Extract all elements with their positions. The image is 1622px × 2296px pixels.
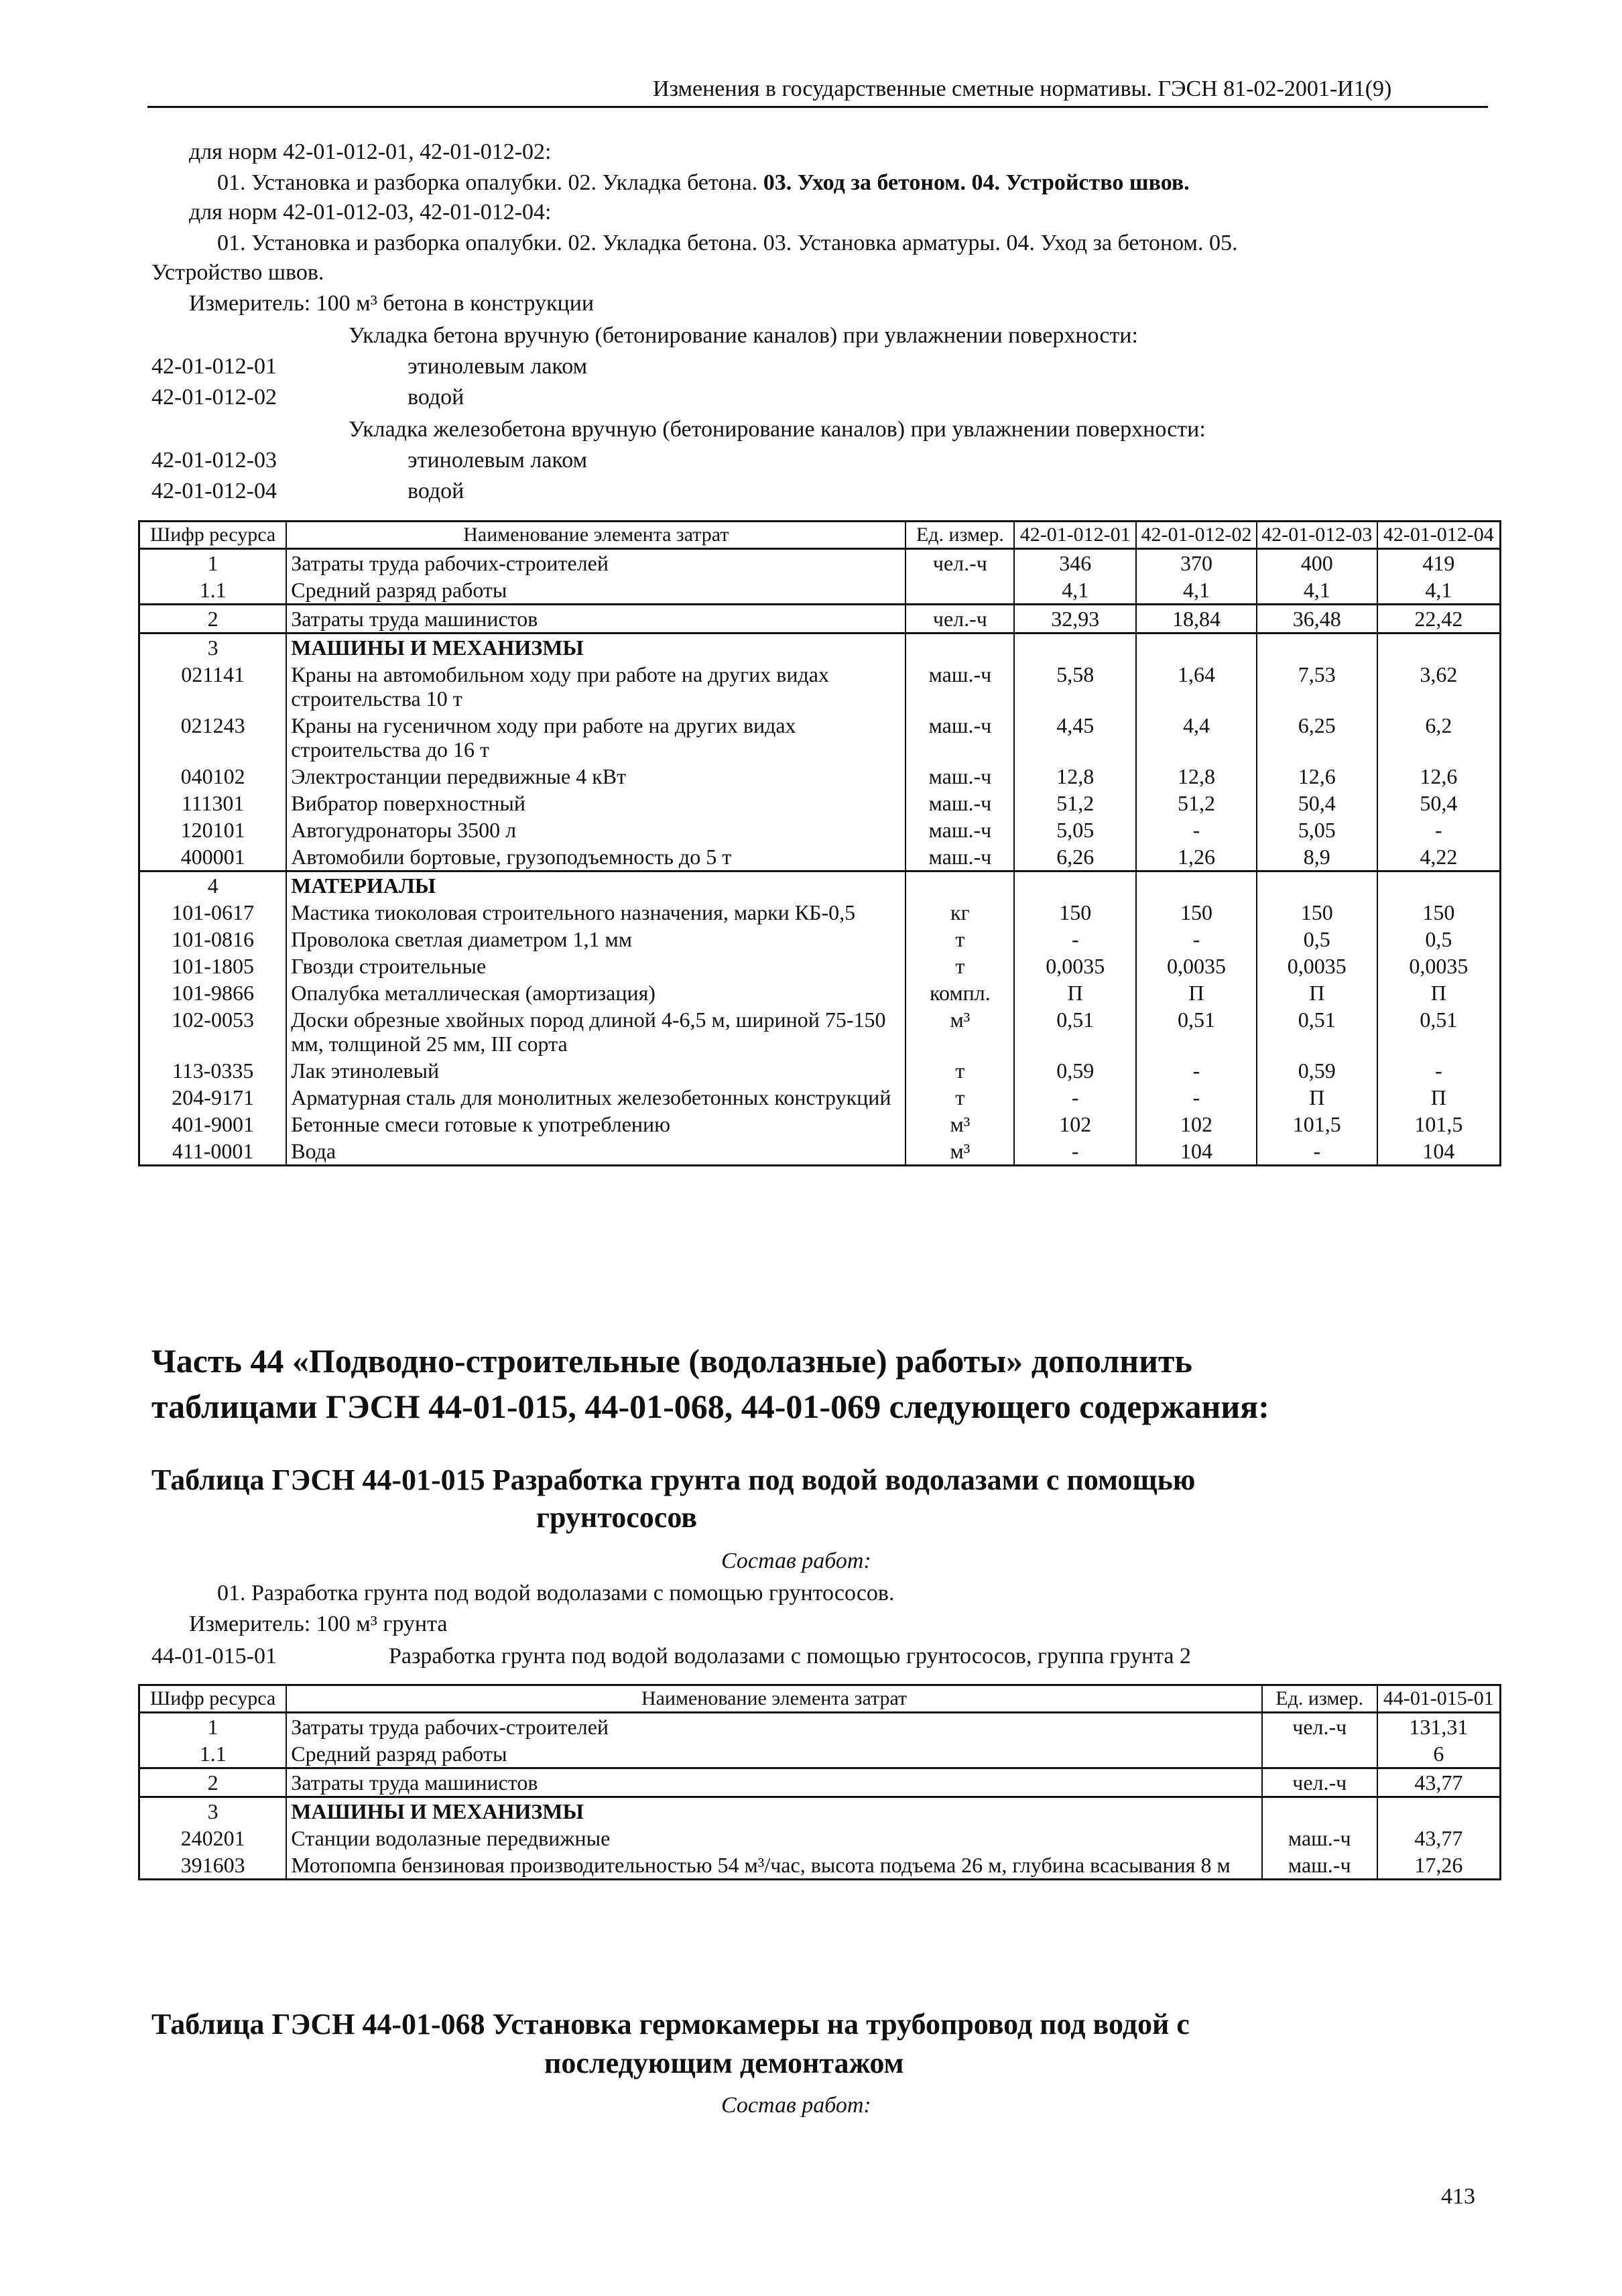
cell-code: 240201 (180, 1826, 245, 1850)
table-row (139, 1057, 1501, 1084)
running-header: Изменения в государственные сметные нормативы. ГЭСН 81-02-2001-И1(9) (653, 76, 1392, 101)
cell-unit: маш.-ч (1262, 1852, 1377, 1880)
cell-name: Проволока светлая диаметром 1,1 мм (286, 926, 906, 953)
cell-name: Автомобили бортовые, грузоподъемность до 5 т (286, 843, 906, 871)
table-row (139, 1084, 1501, 1111)
cell-name: МАШИНЫ И МЕХАНИЗМЫ (286, 633, 906, 662)
table-row (139, 1797, 1501, 1825)
measure-unit-015: Измеритель: 100 м³ грунта (189, 1612, 448, 1636)
composition-label-068: Состав работ: (721, 2093, 871, 2118)
cell-value (1136, 633, 1257, 662)
cell-code: 120101 (180, 818, 245, 842)
table-row (139, 1111, 1501, 1138)
norm-code-4: 42-01-012-04 (151, 479, 277, 503)
cell-code: 1 (139, 1713, 287, 1741)
cell-unit: маш.-ч (906, 712, 1014, 763)
cell-code: 401-9001 (172, 1112, 254, 1136)
table-row (139, 633, 1501, 662)
norm-code-015: 44-01-015-01 (151, 1644, 277, 1669)
cell-unit: кг (906, 899, 1014, 926)
work-list-2-cont: Устройство швов. (151, 260, 324, 285)
cell-name: Мотопомпа бензиновая производительностью 54 м³/час, высота подъема 26 м, глубина всасывания 8 м (286, 1852, 1262, 1880)
resource-table-44-015 (138, 1684, 1501, 1880)
table-row (139, 1825, 1501, 1852)
cell-name: Краны на гусеничном ходу при работе на других видах строительства до 16 т (286, 712, 906, 763)
cell-code: 3 (139, 1797, 287, 1825)
cell-value: 419 (1377, 549, 1501, 577)
cell-name: Вибратор поверхностный (286, 790, 906, 817)
cell-value: 101,5 (1257, 1111, 1377, 1138)
cell-value: 0,0035 (1377, 953, 1501, 979)
cell-value: 51,2 (1014, 790, 1136, 817)
cell-name: Гвозди строительные (286, 953, 906, 979)
table-row (139, 1138, 1501, 1166)
table-row (139, 1740, 1501, 1768)
cell-name: Опалубка металлическая (амортизация) (286, 979, 906, 1006)
cell-value (1257, 871, 1377, 900)
cell-value: 0,51 (1257, 1006, 1377, 1057)
cell-value: П (1257, 979, 1377, 1006)
col-header-name: Наименование элемента затрат (286, 1685, 1262, 1713)
cell-value: 36,48 (1257, 605, 1377, 633)
cell-name: МАШИНЫ И МЕХАНИЗМЫ (286, 1797, 1262, 1825)
table-title-015-cont: грунтососов (536, 1501, 697, 1534)
table-row (139, 763, 1501, 790)
cell-value: 400 (1257, 549, 1377, 577)
table-row (139, 577, 1501, 605)
table-header-row (139, 1685, 1501, 1713)
cell-value: 4,1 (1257, 577, 1377, 605)
cell-code: 101-0816 (172, 927, 254, 951)
cell-value: 0,0035 (1136, 953, 1257, 979)
cell-unit: маш.-ч (906, 661, 1014, 712)
cell-value: 50,4 (1257, 790, 1377, 817)
cell-unit: м³ (906, 1006, 1014, 1057)
norm-text-1: этинолевым лаком (408, 354, 588, 379)
cell-value (1377, 633, 1501, 662)
cell-unit (1262, 1797, 1377, 1825)
cell-unit: маш.-ч (906, 763, 1014, 790)
cell-value: 22,42 (1377, 605, 1501, 633)
cell-name: Мастика тиоколовая строительного назначения, марки КБ-0,5 (286, 899, 906, 926)
table-row (139, 953, 1501, 979)
cell-value: 4,22 (1377, 843, 1501, 871)
col-header-norm: 42-01-012-02 (1136, 522, 1257, 549)
cell-code: 111301 (181, 791, 245, 815)
cell-value (1257, 633, 1377, 662)
cell-value: 4,1 (1377, 577, 1501, 605)
table-row (139, 712, 1501, 763)
cell-name: Затраты труда машинистов (286, 1768, 1262, 1797)
cell-name: Краны на автомобильном ходу при работе на других видах строительства 10 т (286, 661, 906, 712)
cell-unit: т (906, 926, 1014, 953)
cell-code: 113-0335 (172, 1059, 254, 1083)
cell-code: 1.1 (199, 1742, 227, 1766)
norms-label-2: для норм 42-01-012-03, 42-01-012-04: (189, 200, 552, 225)
cell-unit (906, 871, 1014, 900)
table-row (139, 1006, 1501, 1057)
norm-text-015: Разработка грунта под водой водолазами с помощью грунтососов, группа грунта 2 (389, 1644, 1192, 1669)
cell-code: 411-0001 (172, 1139, 254, 1163)
cell-unit (906, 633, 1014, 662)
cell-value: 4,4 (1136, 712, 1257, 763)
cell-value: 3,62 (1377, 661, 1501, 712)
cell-value: - (1136, 1084, 1257, 1111)
group-heading-2: Укладка железобетона вручную (бетонирование каналов) при увлажнении поверхности: (349, 417, 1206, 442)
cell-value: - (1014, 1084, 1136, 1111)
cell-value: 104 (1136, 1138, 1257, 1166)
work-list-1: 01. Установка и разборка опалубки. 02. Укладка бетона. 03. Уход за бетоном. 04. Устройство швов. (217, 170, 1190, 195)
cell-value (1377, 1797, 1501, 1825)
part-heading-line-1: Часть 44 «Подводно-строительные (водолазные) работы» дополнить (151, 1342, 1192, 1380)
table-title-068: Таблица ГЭСН 44-01-068 Установка гермокамеры на трубопровод под водой с (151, 2008, 1190, 2041)
cell-value: - (1257, 1138, 1377, 1166)
cell-unit: т (906, 1057, 1014, 1084)
cell-value: 150 (1377, 899, 1501, 926)
cell-name: Электростанции передвижные 4 кВт (286, 763, 906, 790)
cell-name: Затраты труда рабочих-строителей (286, 1713, 1262, 1741)
cell-code: 021141 (181, 662, 245, 686)
cell-value: 0,0035 (1014, 953, 1136, 979)
cell-value: 32,93 (1014, 605, 1136, 633)
cell-value: 102 (1136, 1111, 1257, 1138)
cell-value: - (1014, 926, 1136, 953)
cell-value: - (1377, 817, 1501, 843)
cell-name: Арматурная сталь для монолитных железобетонных конструкций (286, 1084, 906, 1111)
cell-code: 1 (139, 549, 287, 577)
cell-code: 040102 (180, 764, 245, 788)
cell-value: 6 (1377, 1740, 1501, 1768)
cell-value: - (1136, 817, 1257, 843)
table-row (139, 926, 1501, 953)
table-row (139, 605, 1501, 633)
cell-value: - (1014, 1138, 1136, 1166)
cell-value: - (1136, 926, 1257, 953)
norm-code-3: 42-01-012-03 (151, 448, 277, 473)
cell-code: 102-0053 (172, 1008, 254, 1032)
cell-value (1014, 633, 1136, 662)
cell-code: 101-0617 (172, 900, 254, 924)
cell-value: 4,1 (1014, 577, 1136, 605)
cell-name: Затраты труда машинистов (286, 605, 906, 633)
cell-code: 021243 (180, 713, 245, 737)
cell-value: 12,6 (1377, 763, 1501, 790)
cell-code: 1.1 (199, 578, 227, 602)
group-heading-1: Укладка бетона вручную (бетонирование каналов) при увлажнении поверхности: (349, 323, 1138, 348)
norm-text-4: водой (408, 479, 464, 503)
table-row (139, 843, 1501, 871)
cell-name: Бетонные смеси готовые к употреблению (286, 1111, 906, 1138)
cell-value: 0,5 (1257, 926, 1377, 953)
cell-value: 346 (1014, 549, 1136, 577)
cell-value: П (1014, 979, 1136, 1006)
norm-code-2: 42-01-012-02 (151, 385, 277, 410)
cell-value: П (1136, 979, 1257, 1006)
cell-value: 8,9 (1257, 843, 1377, 871)
cell-name: Затраты труда рабочих-строителей (286, 549, 906, 577)
table-row (139, 817, 1501, 843)
col-header-norm: 42-01-012-03 (1257, 522, 1377, 549)
cell-unit: маш.-ч (906, 817, 1014, 843)
table-header-row (139, 522, 1501, 549)
table-row (139, 549, 1501, 577)
cell-name: МАТЕРИАЛЫ (286, 871, 906, 900)
cell-value: 4,45 (1014, 712, 1136, 763)
cell-name: Автогудронаторы 3500 л (286, 817, 906, 843)
cell-unit (1262, 1740, 1377, 1768)
cell-value: 370 (1136, 549, 1257, 577)
col-header-norm: 42-01-012-04 (1377, 522, 1501, 549)
table-row (139, 1852, 1501, 1880)
col-header-name: Наименование элемента затрат (286, 522, 906, 549)
cell-value: 102 (1014, 1111, 1136, 1138)
cell-unit: чел.-ч (906, 549, 1014, 577)
cell-code: 3 (139, 633, 287, 662)
table-title-068-cont: последующим демонтажом (544, 2047, 904, 2079)
cell-code: 400001 (180, 845, 245, 869)
cell-value: 0,0035 (1257, 953, 1377, 979)
cell-unit: т (906, 953, 1014, 979)
cell-code: 2 (139, 1768, 287, 1797)
cell-value: - (1136, 1057, 1257, 1084)
cell-value: 51,2 (1136, 790, 1257, 817)
cell-value: 5,05 (1257, 817, 1377, 843)
cell-unit (906, 577, 1014, 605)
cell-name: Средний разряд работы (286, 1740, 1262, 1768)
cell-name: Доски обрезные хвойных пород длиной 4-6,5 м, шириной 75-150 мм, толщиной 25 мм, III сорта (286, 1006, 906, 1057)
work-list-015: 01. Разработка грунта под водой водолазами с помощью грунтососов. (217, 1581, 895, 1606)
cell-unit: чел.-ч (1262, 1768, 1377, 1797)
col-header-code: Шифр ресурса (150, 1687, 276, 1709)
cell-value: 6,2 (1377, 712, 1501, 763)
col-header-unit: Ед. измер. (906, 522, 1014, 549)
norm-code-1: 42-01-012-01 (151, 354, 277, 379)
cell-value (1014, 871, 1136, 900)
cell-code: 101-1805 (172, 954, 254, 978)
table-row (139, 1768, 1501, 1797)
cell-value: 150 (1014, 899, 1136, 926)
cell-value: 17,26 (1377, 1852, 1501, 1880)
norm-text-3: этинолевым лаком (408, 448, 588, 473)
norm-text-2: водой (408, 385, 464, 410)
cell-value: 104 (1377, 1138, 1501, 1166)
table-title-015: Таблица ГЭСН 44-01-015 Разработка грунта под водой водолазами с помощью (151, 1463, 1196, 1496)
table-row (139, 979, 1501, 1006)
cell-value: 0,51 (1014, 1006, 1136, 1057)
header-rule (147, 106, 1488, 108)
part-heading-line-2: таблицами ГЭСН 44-01-015, 44-01-068, 44-01-069 следующего содержания: (151, 1388, 1269, 1425)
cell-value: 50,4 (1377, 790, 1501, 817)
cell-unit: маш.-ч (1262, 1825, 1377, 1852)
cell-value: 6,25 (1257, 712, 1377, 763)
cell-code: 204-9171 (172, 1085, 254, 1109)
cell-unit: маш.-ч (906, 790, 1014, 817)
cell-value: 0,51 (1377, 1006, 1501, 1057)
cell-value: 131,31 (1377, 1713, 1501, 1741)
cell-value: 0,59 (1014, 1057, 1136, 1084)
cell-value: 18,84 (1136, 605, 1257, 633)
cell-unit: маш.-ч (906, 843, 1014, 871)
col-header-norm: 42-01-012-01 (1014, 522, 1136, 549)
cell-value: П (1377, 1084, 1501, 1111)
cell-unit: м³ (906, 1138, 1014, 1166)
cell-unit: м³ (906, 1111, 1014, 1138)
cell-value: 12,8 (1136, 763, 1257, 790)
cell-value: 150 (1136, 899, 1257, 926)
table-row (139, 661, 1501, 712)
cell-value: 0,51 (1136, 1006, 1257, 1057)
cell-unit: чел.-ч (906, 605, 1014, 633)
cell-unit: компл. (906, 979, 1014, 1006)
measure-unit: Измеритель: 100 м³ бетона в конструкции (189, 291, 595, 316)
cell-value (1136, 871, 1257, 900)
cell-code: 2 (139, 605, 287, 633)
cell-value: 5,58 (1014, 661, 1136, 712)
cell-code: 4 (139, 871, 287, 900)
cell-value: 12,8 (1014, 763, 1136, 790)
table-row (139, 899, 1501, 926)
cell-value: 1,64 (1136, 661, 1257, 712)
cell-unit: чел.-ч (1262, 1713, 1377, 1741)
cell-name: Средний разряд работы (286, 577, 906, 605)
cell-code: 391603 (180, 1853, 245, 1877)
cell-name: Лак этинолевый (286, 1057, 906, 1084)
cell-value: 43,77 (1377, 1825, 1501, 1852)
cell-value: 101,5 (1377, 1111, 1501, 1138)
cell-value: 6,26 (1014, 843, 1136, 871)
resource-table-42 (138, 520, 1501, 1166)
page-number: 413 (1441, 2184, 1475, 2209)
cell-value: П (1377, 979, 1501, 1006)
cell-code: 101-9866 (172, 981, 254, 1005)
cell-name: Станции водолазные передвижные (286, 1825, 1262, 1852)
cell-value: 4,1 (1136, 577, 1257, 605)
work-list-2: 01. Установка и разборка опалубки. 02. Укладка бетона. 03. Установка арматуры. 04. Уход за бетоном. 05. (217, 231, 1238, 255)
table-row (139, 1713, 1501, 1741)
col-header-code: Шифр ресурса (149, 524, 276, 546)
cell-value (1377, 871, 1501, 900)
cell-value: 1,26 (1136, 843, 1257, 871)
cell-value: - (1377, 1057, 1501, 1084)
table-row (139, 790, 1501, 817)
cell-value: 7,53 (1257, 661, 1377, 712)
col-header-norm: 44-01-015-01 (1377, 1685, 1501, 1713)
cell-value: 5,05 (1014, 817, 1136, 843)
cell-value: 0,59 (1257, 1057, 1377, 1084)
cell-value: 150 (1257, 899, 1377, 926)
norms-label-1: для норм 42-01-012-01, 42-01-012-02: (189, 139, 552, 164)
cell-value: 43,77 (1377, 1768, 1501, 1797)
cell-value: 12,6 (1257, 763, 1377, 790)
cell-value: 0,5 (1377, 926, 1501, 953)
cell-unit: т (906, 1084, 1014, 1111)
col-header-unit: Ед. измер. (1262, 1685, 1377, 1713)
cell-value: П (1257, 1084, 1377, 1111)
composition-label-015: Состав работ: (721, 1549, 871, 1573)
table-row (139, 871, 1501, 900)
cell-name: Вода (286, 1138, 906, 1166)
